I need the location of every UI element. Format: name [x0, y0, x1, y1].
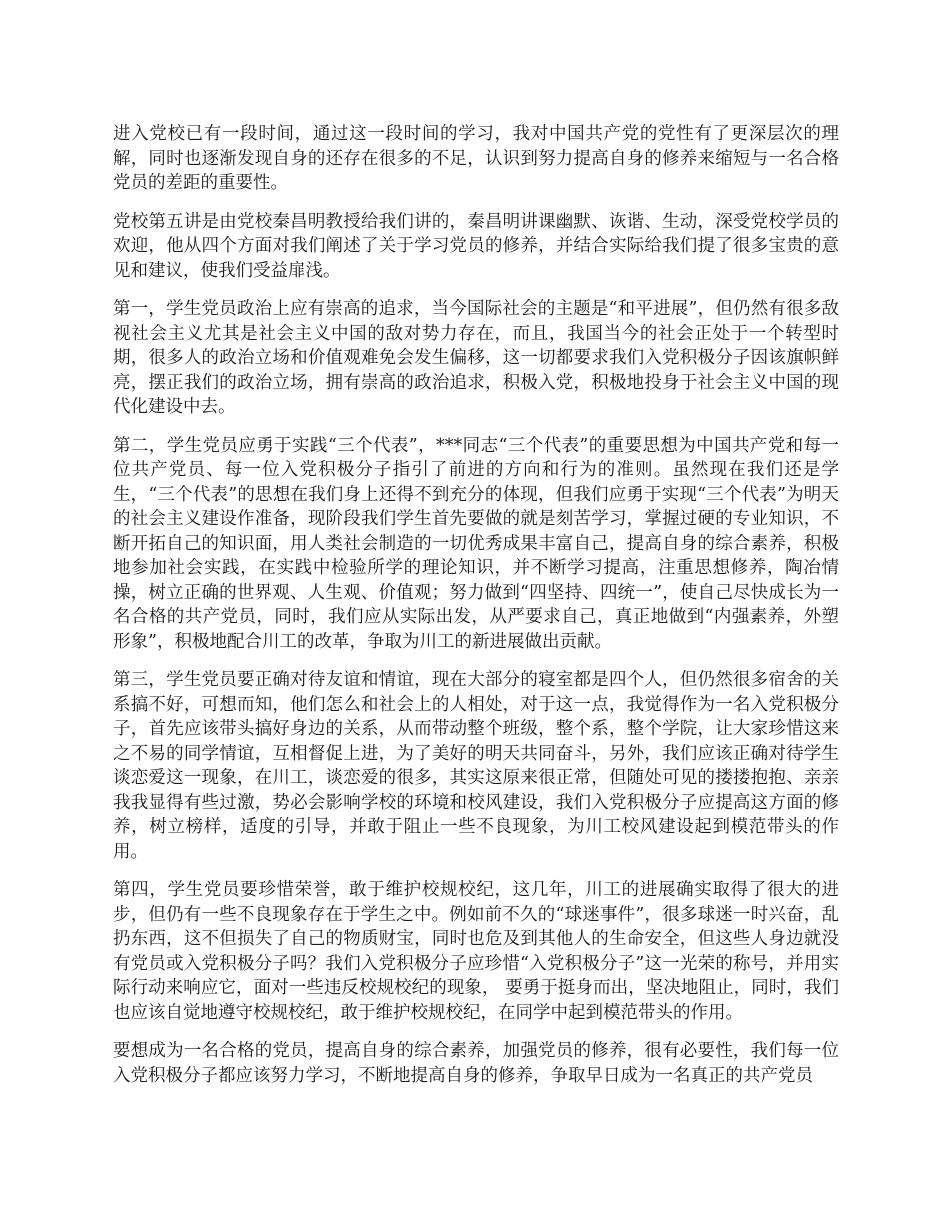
paragraph-point-2: 第二，学生党员应勇于实践“三个代表”，***同志“三个代表”的重要思想为中国共产党和每一位共产党员、每一位入党积极分子指引了前进的方向和行为的准则。虽然现在我们还是学生，“三个代表”的思想在我们身上还得不到充分的体现，但我们应勇于实现“三个代表”为明天的社会主义建设作准备，现阶段我们学生首先要做的就是刻苦学习，掌握过硬的专业知识，不断开拓自己的知识面，用人类社会制造的一切优秀成果丰富自己，提高自身的综合素养，积极地参加社会实践，在实践中检验所学的理论知识，并不断学习提高，注重思想修养，陶冶情操，树立正确的世界观、人生观、价值观；努力做到“四坚持、四统一”，使自己尽快成长为一名合格的共产党员，同时，我们应从实际出发，从严要求自己，真正地做到“内强素养，外塑形象”，积极地配合川工的改革，争取为川工的新进展做出贡献。	[113, 435, 839, 652]
paragraph-intro: 进入党校已有一段时间，通过这一段时间的学习，我对中国共产党的党性有了更深层次的理解，同时也逐渐发现自身的还存在很多的不足，认识到努力提高自身的修养来缩短与一名合格党员的差距的重要性。	[113, 124, 839, 193]
paragraph-point-3: 第三，学生党员要正确对待友谊和情谊，现在大部分的寝室都是四个人，但仍然很多宿舍的关系搞不好，可想而知，他们怎么和社会上的人相处，对于这一点，我觉得作为一名入党积极分子，首先应该带头搞好身边的关系，从而带动整个班级，整个系，整个学院，让大家珍惜这来之不易的同学情谊，互相督促上进，为了美好的明天共同奋斗，另外，我们应该正确对待学生谈恋爱这一现象，在川工，谈恋爱的很多，其实这原来很正常，但随处可见的搂搂抱抱、亲亲我我显得有些过激，势必会影响学校的环境和校风建设，我们入党积极分子应提高这方面的修养，树立榜样，适度的引导，并敢于阻止一些不良现象，为川工校风建设起到模范带头的作用。	[113, 670, 839, 862]
paragraph-point-1: 第一，学生党员政治上应有崇高的追求，当今国际社会的主题是“和平进展”，但仍然有很多敌视社会主义尤其是社会主义中国的敌对势力存在，而且，我国当今的社会正处于一个转型时期，很多人的政治立场和价值观难免会发生偏移，这一切都要求我们入党积极分子因该旗帜鲜亮，摆正我们的政治立场，拥有崇高的政治追求，积极入党，积极地投身于社会主义中国的现代化建设中去。	[113, 299, 839, 417]
paragraph-conclusion: 要想成为一名合格的党员，提高自身的综合素养，加强党员的修养，很有必要性，我们每一位入党积极分子都应该努力学习，不断地提高自身的修养，争取早日成为一名真正的共产党员	[113, 1041, 839, 1086]
document-body	[113, 122, 839, 1102]
paragraph-lecture: 党校第五讲是由党校秦昌明教授给我们讲的，秦昌明讲课幽默、诙谐、生动，深受党校学员的欢迎，他从四个方面对我们阐述了关于学习党员的修养，并结合实际给我们提了很多宝贵的意见和建议，使我们受益扉浅。	[113, 211, 839, 281]
paragraph-point-4: 第四，学生党员要珍惜荣誉，敢于维护校规校纪，这几年，川工的进展确实取得了很大的进步，但仍有一些不良现象存在于学生之中。例如前不久的“球迷事件”，很多球迷一时兴奋，乱扔东西，这不但损失了自己的物质财宝，同时也危及到其他人的生命安全，但这些人身边就没有党员或入党积极分子吗？我们入党积极分子应珍惜“入党积极分子”这一光荣的称号，并用实际行动来响应它，面对一些违反校规校纪的现象， 要勇于挺身而出，坚决地阻止，同时，我们也应该自觉地遵守校规校纪，敢于维护校规校纪，在同学中起到模范带头的作用。	[113, 880, 839, 1023]
